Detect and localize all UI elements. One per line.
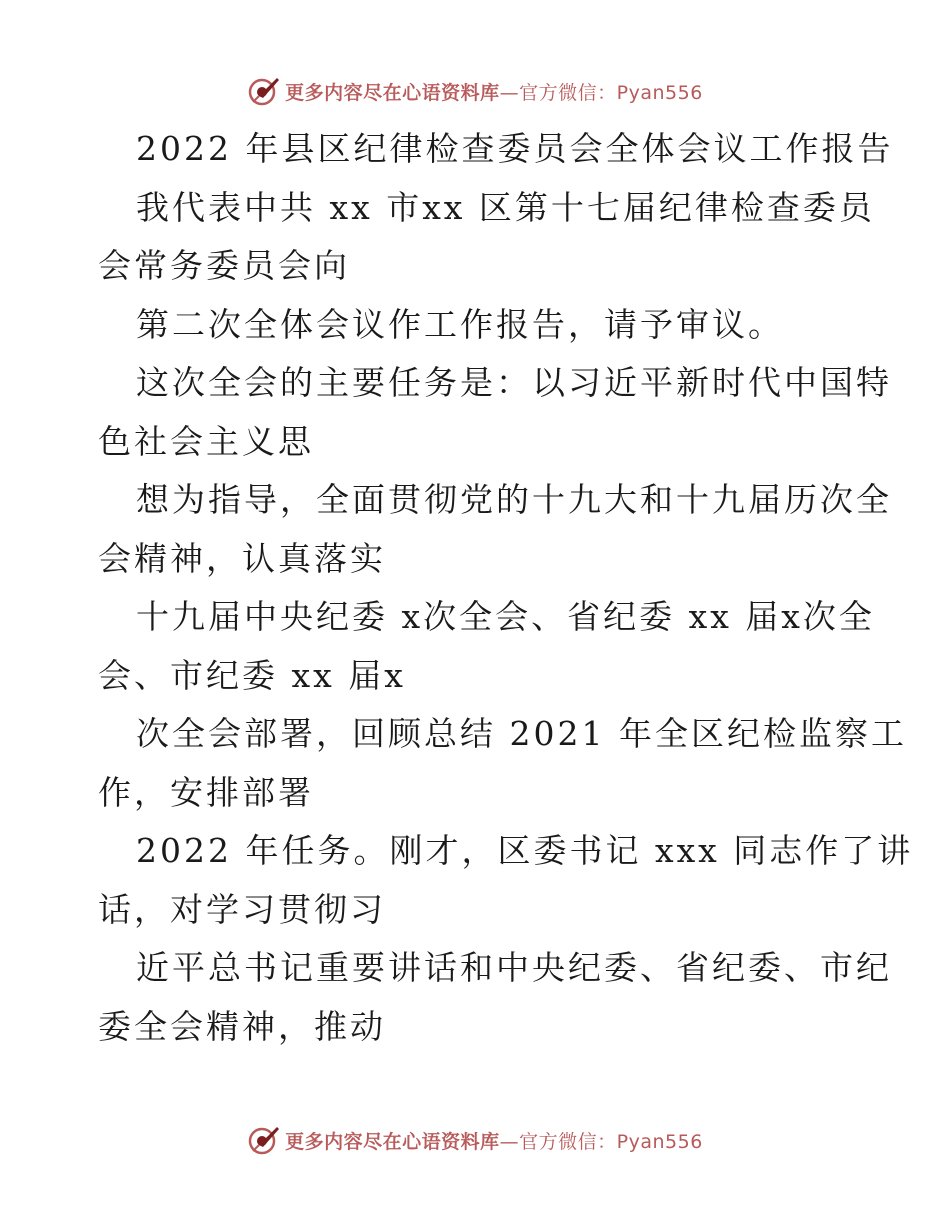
paragraph-line: 次全会部署，回顾总结 2021 年全区纪检监察工 [136, 714, 907, 753]
footer-watermark [0, 1120, 950, 1160]
paragraph-line: 想为指导，全面贯彻党的十九大和十九届历次全 [136, 480, 892, 519]
paragraph-line: 色社会主义思 [98, 421, 314, 461]
document-body [98, 120, 914, 1056]
paragraph-line: 会精神，认真落实 [98, 538, 386, 578]
paragraph-line: 会常务委员会向 [98, 246, 350, 285]
paragraph-line: 作，安排部署 [98, 772, 314, 812]
watermark-text: 更多内容尽在心语资料库—官方微信：Pyan556 [285, 81, 703, 104]
quill-logo-icon [247, 1123, 281, 1157]
paragraph-line: 第二次全体会议作工作报告，请予审议。 [136, 304, 784, 344]
paragraph-line: 我代表中共 xx 市xx 区第十七届纪律检查委员 [136, 187, 875, 227]
document-title: 2022 年县区纪律检查委员会全体会议工作报告 [136, 129, 894, 168]
paragraph-line: 2022 年任务。刚才，区委书记 xxx 同志作了讲 [136, 831, 914, 870]
paragraph-line: 话，对学习贯彻习 [98, 889, 386, 929]
quill-logo-icon [247, 74, 281, 108]
paragraph-line: 十九届中央纪委 x次全会、省纪委 xx 届x次全 [136, 597, 875, 636]
paragraph-line: 近平总书记重要讲话和中央纪委、省纪委、市纪 [136, 948, 892, 987]
header-watermark [0, 71, 950, 111]
watermark-text: 更多内容尽在心语资料库—官方微信：Pyan556 [285, 1130, 703, 1153]
paragraph-line: 会、市纪委 xx 届x [98, 655, 406, 695]
paragraph-line: 委全会精神，推动 [98, 1006, 386, 1046]
paragraph-line: 这次全会的主要任务是：以习近平新时代中国特 [136, 363, 892, 402]
